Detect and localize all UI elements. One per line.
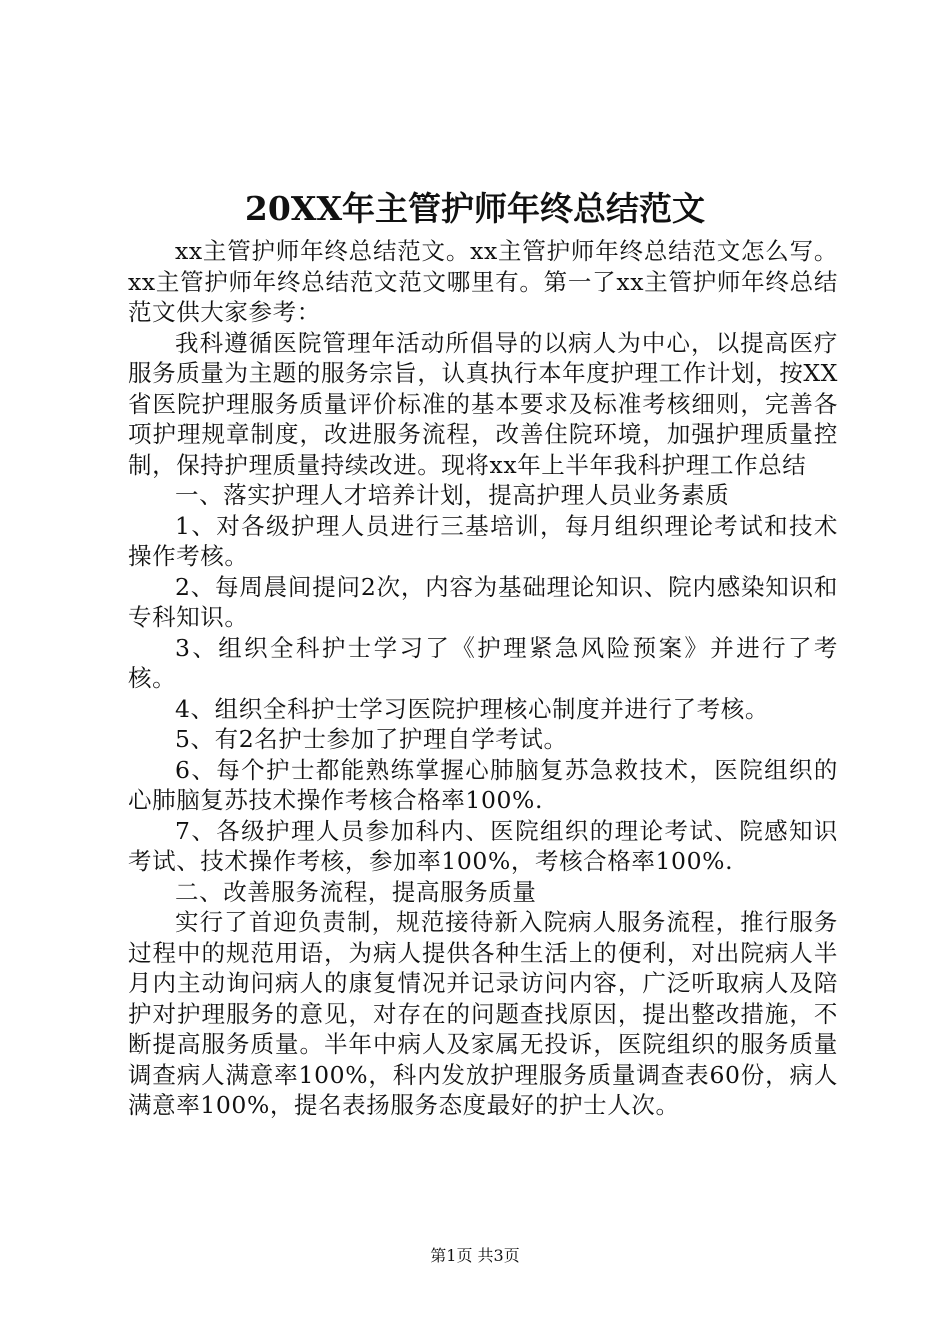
list-item: 4、组织全科护士学习医院护理核心制度并进行了考核。	[175, 694, 769, 723]
list-item: 7、各级护理人员参加科内、医院组织的理论考试、院感知识考试、技术操作考核，参加率100%，考核合格率100%.	[128, 816, 838, 875]
intro-paragraph: xx主管护师年终总结范文。xx主管护师年终总结范文怎么写。xx主管护师年终总结范文范文哪里有。第一了xx主管护师年终总结范文供大家参考：	[128, 237, 838, 326]
document-body	[128, 236, 838, 1121]
list-item: 5、有2名护士参加了护理自学考试。	[175, 725, 568, 753]
section-heading: 二、改善服务流程，提高服务质量	[175, 877, 537, 906]
list-item: 1、对各级护理人员进行三基培训，每月组织理论考试和技术操作考核。	[128, 511, 838, 570]
body-paragraph: 实行了首迎负责制，规范接待新入院病人服务流程，推行服务过程中的规范用语，为病人提供各种生活上的便利，对出院病人半月内主动询问病人的康复情况并记录访问内容，广泛听取病人及陪护对护理服务的意见，对存在的问题查找原因，提出整改措施，不断提高服务质量。半年中病人及家属无投诉，医院组织的服务质量调查病人满意率100%，科内发放护理服务质量调查表60份，病人满意率100%，提名表扬服务态度最好的护士人次。	[128, 908, 838, 1119]
list-item: 3、组织全科护士学习了《护理紧急风险预案》并进行了考核。	[128, 633, 838, 692]
section-heading: 一、落实护理人才培养计划，提高护理人员业务素质	[175, 481, 730, 509]
page-number-footer: 第1页 共3页	[430, 1246, 520, 1265]
document-title: 20XX年主管护师年终总结范文	[244, 189, 706, 228]
body-paragraph: 我科遵循医院管理年活动所倡导的以病人为中心，以提高医疗服务质量为主题的服务宗旨，认真执行本年度护理工作计划，按XX省医院护理服务质量评价标准的基本要求及标准考核细则，完善各项护理规章制度，改进服务流程，改善住院环境，加强护理质量控制，保持护理质量持续改进。现将xx年上半年我科护理工作总结	[128, 328, 838, 479]
list-item: 6、每个护士都能熟练掌握心肺脑复苏急救技术，医院组织的心肺脑复苏技术操作考核合格率100%.	[128, 755, 838, 814]
list-item: 2、每周晨间提问2次，内容为基础理论知识、院内感染知识和专科知识。	[128, 572, 838, 631]
